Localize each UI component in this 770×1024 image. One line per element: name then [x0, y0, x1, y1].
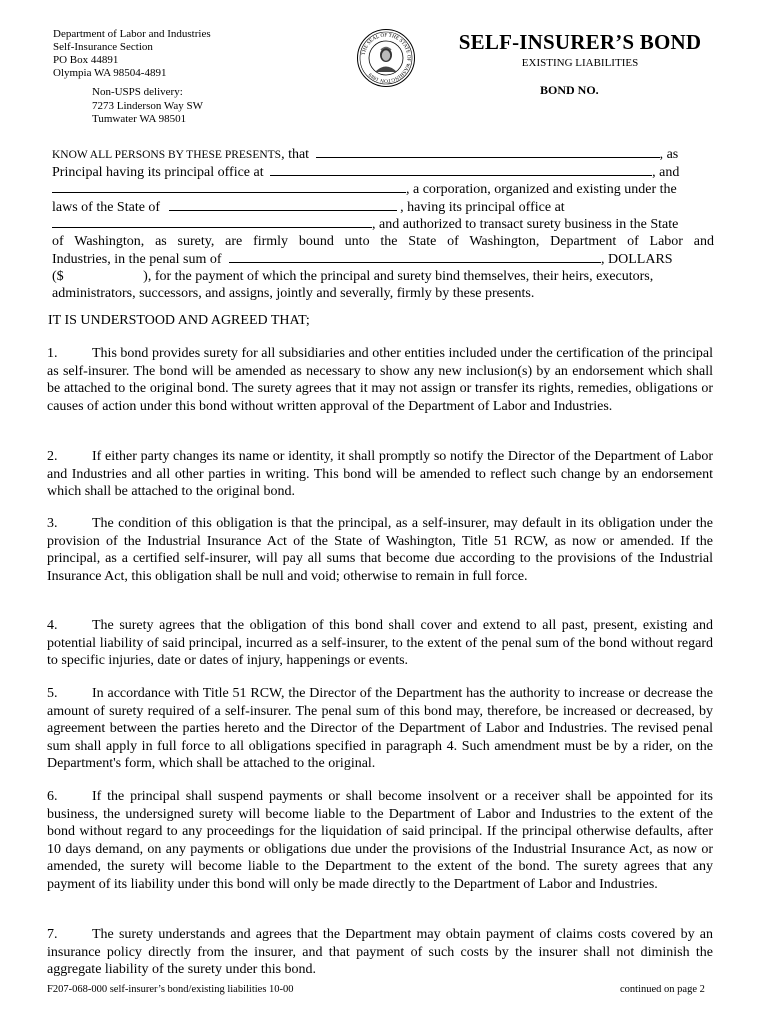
form-row-surety [52, 215, 714, 233]
seal-lettering: THE SEAL OF THE STATE OF WASHINGTON 1889 [360, 32, 412, 84]
surety-office-field[interactable] [52, 215, 372, 228]
delivery-line: Non-USPS delivery: [92, 86, 183, 98]
form-row-state [52, 198, 714, 216]
form-row-bound: of Washington, as surety, are firmly bound unto the State of Washington, Department of Labor and [52, 233, 714, 249]
paragraph-number: 2. [47, 449, 58, 464]
paragraph-text: In accordance with Title 51 RCW, the Director of the Department has the authority to increase or decrease the amount of surety required of a self-insurer. The penal sum of this bond may, therefore, be increased or decreased, by agreement between the parties hereto and the Director of the Department of Labor and Industries. The revised penal sum shall apply in full force to all obligations specified in paragraph 4. Such amendment must be by a rider, on the Department's form, which shall be attached to the original. [47, 686, 713, 772]
paragraph-number: 4. [47, 618, 58, 633]
bond-number-label: BOND NO. [540, 83, 599, 97]
paragraph-text: The surety agrees that the obligation of this bond shall cover and extend to all past, present, existing and potential liability of said principal, incurred as a self-insurer, to the extent of the penal sum of the bond without regard to specific injuries, date or dates of injury, happenings or events. [47, 618, 713, 669]
form-row-penal-amount [52, 268, 714, 286]
document-subtitle: EXISTING LIABILITIES [521, 57, 639, 69]
understood-heading: IT IS UNDERSTOOD AND AGREED THAT; [48, 313, 310, 328]
paragraph-3 [47, 515, 713, 585]
corporation-label: , a corporation, organized and existing under the [406, 182, 677, 197]
penal-sum-label: Industries, in the penal sum of [52, 252, 222, 267]
paragraph-number: 3. [47, 516, 58, 531]
paragraph-5 [47, 685, 713, 773]
form-row-principal [52, 145, 714, 163]
delivery-line: 7273 Linderson Way SW [92, 99, 204, 112]
form-row-principal-office [52, 163, 714, 181]
address-line: Department of Labor and Industries [53, 28, 211, 40]
paragraph-6 [47, 788, 713, 894]
payment-binding-label: ), for the payment of which the principal and surety bind themselves, their heirs, executors, [143, 268, 654, 284]
paragraph-text: The condition of this obligation is that the principal, as a self-insurer, may default in its obligation under the provision of the Industrial Insurance Act of the State of Washington, Title 51 RCW, as now or amended. If the principal, as a certified self-insurer, will pay all sums that become due according to the provisions of the Industrial Insurance Act, this obligation shall be null and void; otherwise to remain in full force. [47, 516, 713, 584]
paragraph-text: If the principal shall suspend payments or shall become insolvent or a receiver shall be appointed for its business, the undersigned surety will become liable to the Department of Labor and Industries to the extent of the bond without regard to any proceedings for the liquidation of said principal. If the principal otherwise defaults, after 10 days demand, on any payments or obligations due under the provisions of the Industrial Insurance Act, as now or amended, the surety will become liable to the Department to the extent of the bond. The surety agrees that any payment of its liability under this bond will only be made directly to the Department of Labor and Industries. [47, 789, 713, 892]
address-line: PO Box 44891 [53, 54, 119, 66]
paragraph-text: If either party changes its name or identity, it shall promptly so notify the Director of the Department of Labor and Industries and all other parties in writing. This bond will be amended to reflect such change by an endorsement which shall be attached to the original bond. [47, 449, 713, 500]
and-label: , and [652, 164, 680, 180]
principal-office-field[interactable] [270, 163, 652, 176]
know-all-persons-label: KNOW ALL PERSONS BY THESE PRESENTS [52, 149, 282, 161]
form-row-penal-sum [52, 250, 714, 268]
delivery-line: Tumwater WA 98501 [92, 113, 187, 125]
title-block [440, 30, 720, 69]
state-seal-icon [356, 28, 416, 88]
paragraph-2 [47, 448, 713, 501]
agency-address [53, 28, 211, 80]
principal-office-continued-field[interactable] [52, 180, 406, 193]
that-label: , that [281, 147, 310, 162]
penal-sum-words-field[interactable] [229, 250, 601, 263]
paragraph-1 [47, 345, 713, 415]
bond-parties-form [52, 145, 714, 303]
paragraph-7 [47, 926, 713, 979]
paragraph-number: 6. [47, 789, 58, 804]
authorized-surety-label: , and authorized to transact surety business in the State [372, 217, 679, 232]
dollars-label: , DOLLARS [601, 252, 673, 267]
paragraph-text: This bond provides surety for all subsidiaries and other entities included under the certification of the principal as self-insurer. The bond will be amended as necessary to show any new inclusion(s) by an endorsement which shall be attached to the original bond. The surety agrees that it may not assign or transfer its rights, remedies, obligations or causes of action under this bond without written approval of the Department of Labor and Industries. [47, 346, 713, 414]
paragraph-text: The surety understands and agrees that the Department may obtain payment of claims costs covered by an insurance policy directly from the insurer, and that payment of such costs by the insurer shall not diminish the aggregate liability of the surety under this bond. [47, 927, 713, 978]
form-row-corporation [52, 180, 714, 198]
continued-note: continued on page 2 [620, 984, 705, 995]
delivery-address [92, 86, 203, 127]
laws-of-state-label: laws of the State of [52, 199, 161, 215]
state-of-incorporation-field[interactable] [169, 198, 397, 211]
address-line: Olympia WA 98504-4891 [53, 67, 167, 79]
surety-office-label: , having its principal office at [400, 199, 565, 215]
paragraph-number: 1. [47, 346, 58, 361]
paragraph-4 [47, 617, 713, 670]
paragraph-number: 7. [47, 927, 58, 942]
principal-name-field[interactable] [316, 145, 660, 158]
paragraph-number: 5. [47, 686, 58, 701]
principal-office-label: Principal having its principal office at [52, 164, 264, 180]
as-label: , as [659, 147, 679, 162]
form-row-successors: administrators, successors, and assigns, jointly and severally, firmly by these presents. [52, 286, 535, 301]
document-title: SELF-INSURER’S BOND [458, 30, 702, 54]
dollar-open-label: ($ [52, 268, 64, 284]
address-line: Self-Insurance Section [53, 41, 153, 53]
form-identifier: F207-068-000 self-insurer’s bond/existing liabilities 10-00 [47, 984, 294, 995]
